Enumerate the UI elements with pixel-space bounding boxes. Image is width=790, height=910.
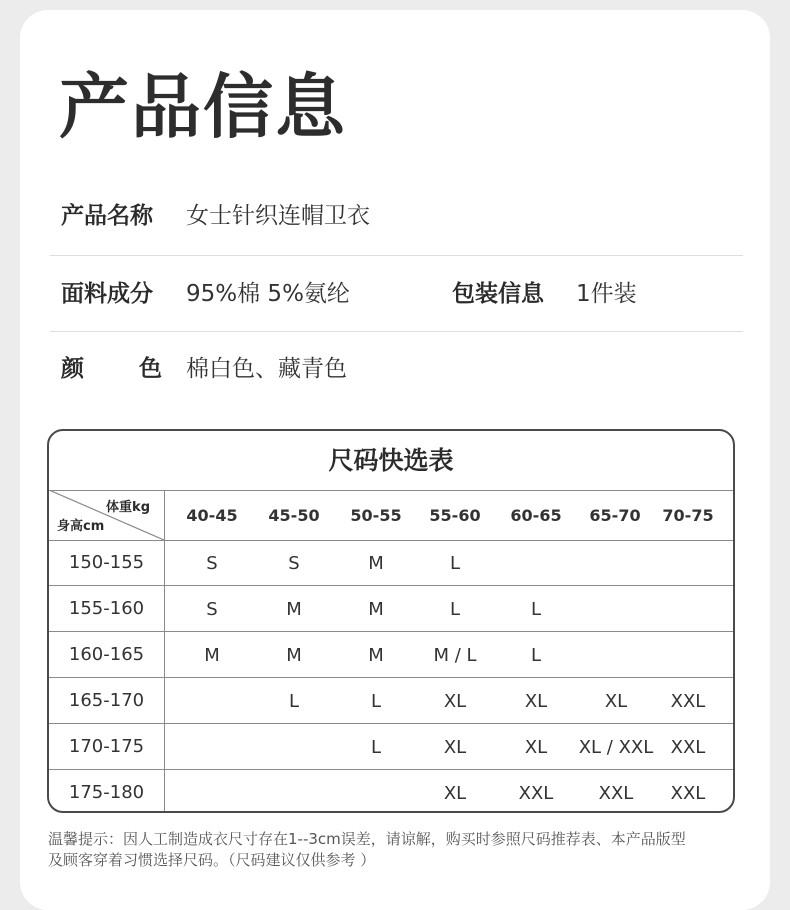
size-cell <box>648 540 728 585</box>
size-cell: L <box>288 691 300 712</box>
size-note-line1: 温馨提示：因人工制造成衣尺寸存在1--3cm误差，请谅解，购买时参照尺码推荐表、本产品版型 <box>48 830 686 848</box>
size-cell: M <box>368 645 384 666</box>
size-cell: M / L <box>433 645 477 666</box>
size-cell: L <box>449 599 461 620</box>
size-cell: M <box>368 599 384 620</box>
size-cell <box>648 586 728 631</box>
size-cell <box>172 678 252 723</box>
name-value: 女士针织连帽卫衣 <box>186 203 370 229</box>
size-cell: S <box>206 599 218 620</box>
size-cell <box>648 632 728 677</box>
size-cell: XL <box>443 783 467 804</box>
weight-header: 65-70 <box>589 506 641 525</box>
size-row <box>49 724 733 770</box>
size-cell: M <box>368 553 384 574</box>
size-cell: L <box>370 691 382 712</box>
size-cell: XXL <box>598 783 634 804</box>
corner-cell <box>49 490 165 540</box>
size-cell: XXL <box>670 783 706 804</box>
size-chart-table <box>47 429 735 813</box>
package-value: 1件装 <box>576 281 637 307</box>
weight-axis-label: 体重kg <box>106 500 150 515</box>
size-cell: M <box>286 599 302 620</box>
size-cell <box>496 540 576 585</box>
name-label: 产品名称 <box>61 203 153 229</box>
size-row <box>49 678 733 724</box>
package-label: 包装信息 <box>452 281 544 307</box>
size-cell: XL <box>524 737 548 758</box>
page-title: 产品信息 <box>59 66 347 148</box>
height-range: 160-165 <box>49 632 165 677</box>
size-cell: M <box>204 645 220 666</box>
size-cell <box>254 724 334 769</box>
size-cell: M <box>286 645 302 666</box>
weight-header: 55-60 <box>429 506 481 525</box>
height-range: 165-170 <box>49 678 165 723</box>
size-chart-header-row <box>49 490 733 541</box>
size-cell: L <box>530 599 542 620</box>
size-row <box>49 770 733 813</box>
height-range: 170-175 <box>49 724 165 769</box>
size-row <box>49 540 733 586</box>
size-note-line2: 及顾客穿着习惯选择尺码。（尺码建议仅供参考 ） <box>48 851 376 869</box>
weight-header: 50-55 <box>350 506 402 525</box>
size-row <box>49 586 733 632</box>
color-label <box>61 358 162 381</box>
size-cell: XL <box>443 691 467 712</box>
size-cell: XXL <box>670 691 706 712</box>
weight-header: 60-65 <box>510 506 562 525</box>
size-cell <box>336 770 416 813</box>
info-row-name <box>50 205 743 256</box>
size-cell: XXL <box>670 737 706 758</box>
weight-header: 45-50 <box>268 506 320 525</box>
fabric-value: 95%棉 5%氨纶 <box>186 281 350 307</box>
size-cell <box>254 770 334 813</box>
size-cell <box>172 724 252 769</box>
size-cell: XXL <box>518 783 554 804</box>
size-cell: XL / XXL <box>578 737 654 758</box>
height-axis-label: 身高cm <box>57 519 105 534</box>
size-chart-title: 尺码快选表 <box>49 431 733 491</box>
size-note <box>48 829 748 871</box>
height-range: 155-160 <box>49 586 165 631</box>
info-row-color <box>50 358 743 388</box>
color-value: 棉白色、藏青色 <box>186 356 347 382</box>
size-cell: S <box>206 553 218 574</box>
info-row-fabric <box>50 283 743 332</box>
fabric-label: 面料成分 <box>61 281 153 307</box>
weight-header: 70-75 <box>662 506 714 525</box>
size-cell: S <box>288 553 300 574</box>
color-label-part1: 颜 <box>61 356 84 382</box>
size-cell: L <box>530 645 542 666</box>
size-cell: L <box>370 737 382 758</box>
color-label-part2: 色 <box>139 356 162 382</box>
size-cell: L <box>449 553 461 574</box>
size-row <box>49 632 733 678</box>
weight-header: 40-45 <box>186 506 238 525</box>
size-cell <box>172 770 252 813</box>
size-cell: XL <box>604 691 628 712</box>
size-cell: XL <box>524 691 548 712</box>
size-cell: XL <box>443 737 467 758</box>
height-range: 175-180 <box>49 770 165 813</box>
height-range: 150-155 <box>49 540 165 585</box>
